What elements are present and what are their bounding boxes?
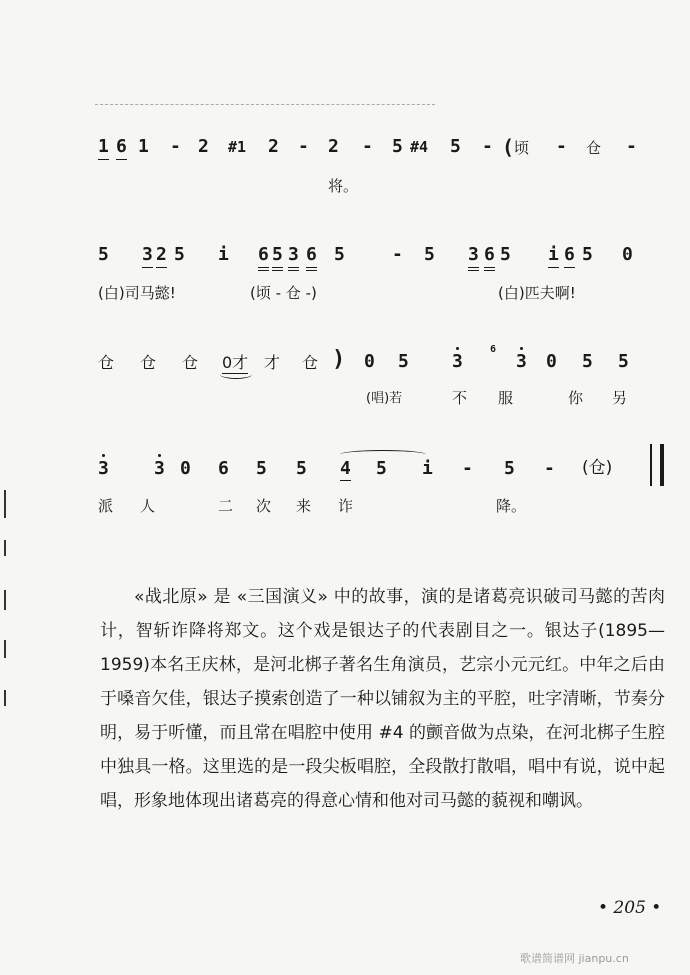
perc-syllable: 仓	[586, 139, 602, 157]
lyric: 另	[612, 389, 628, 407]
lyric: 二	[218, 497, 234, 515]
note: 5	[582, 351, 593, 372]
note: 6	[306, 244, 317, 271]
lyric: 服	[498, 389, 514, 407]
perc-syllable: 0才	[222, 353, 249, 372]
perc-syllable: 顷	[514, 139, 530, 157]
lyric: 降。	[496, 497, 527, 515]
commentary-text: «战北原» 是 «三国演义» 中的故事，演的是诸葛亮识破司马懿的苦肉计，智斩诈降将郑文。这个戏是银达子的代表剧目之一。银达子(1895—1959)本名王庆林，是河北梆子著名生角演员，艺宗小元元红。中年之后由于嗓音欠佳，银达子摸索创造了一种以铺叙为主的平腔，吐字清晰，节奏分明，易于听懂，而且常在唱腔中使用 #4 的颤音做为点染，在河北梆子生腔中独具一格。这里选的是一段尖板唱腔，全段散打散唱，唱中有说，说中起唱，形象地体现出诸葛亮的得意心情和他对司马懿的藐视和嘲讽。	[100, 587, 665, 811]
note: 3	[288, 244, 299, 271]
paren-open: (	[502, 135, 515, 159]
lyric-sing: (唱)若	[366, 391, 403, 406]
lyric: 不	[452, 389, 468, 407]
note: -	[392, 244, 403, 265]
note: #1	[228, 138, 247, 156]
perc-syllable: 仓	[140, 353, 157, 372]
note: 2	[198, 136, 209, 157]
note: #4	[410, 138, 429, 156]
note: 3	[515, 351, 527, 372]
note: 5	[392, 136, 403, 157]
score-line-2	[0, 244, 690, 274]
note: -	[626, 136, 637, 157]
note: 4	[340, 458, 351, 479]
note: 5	[618, 351, 629, 372]
lyric: 你	[568, 389, 584, 407]
note: i	[218, 244, 229, 265]
lyric-line-2a: (白)司马懿!	[98, 284, 176, 302]
note: 3	[142, 244, 153, 268]
note: 5	[582, 244, 593, 265]
note: 6	[116, 136, 127, 160]
note: 3	[153, 458, 165, 479]
note: -	[482, 136, 493, 157]
lyric: 人	[140, 497, 156, 515]
note: -	[544, 458, 555, 479]
note: 3	[468, 244, 479, 271]
note: 2	[268, 136, 279, 157]
note: -	[298, 136, 309, 157]
perc-syllable: 才	[264, 353, 281, 372]
note: 2	[156, 244, 167, 268]
note: 2	[328, 136, 339, 157]
note: 1	[138, 136, 149, 157]
lyric: 派	[98, 497, 114, 515]
commentary-paragraph	[100, 580, 665, 818]
margin-mark	[4, 690, 6, 706]
grace-note: 6	[490, 344, 497, 355]
perc-syllable: 仓	[98, 353, 115, 372]
score-line-1	[0, 136, 690, 166]
note: 3	[452, 351, 463, 372]
site-watermark: 歌谱简谱网 jianpu.cn	[520, 952, 629, 965]
note: 5	[424, 244, 435, 265]
note: 5	[450, 136, 461, 157]
note: -	[362, 136, 373, 157]
perc-syllable: 仓	[302, 353, 319, 372]
note: -	[556, 136, 567, 157]
perc-syllable: 仓	[182, 353, 199, 372]
note: -	[462, 458, 473, 479]
note: 6	[484, 244, 495, 271]
score-line-4	[0, 458, 690, 488]
lyric-line-1: 将。	[328, 177, 359, 195]
note: 5	[256, 458, 267, 479]
note: -	[170, 136, 181, 157]
tie-arc	[220, 370, 252, 379]
note: 0	[622, 244, 633, 265]
margin-mark	[4, 540, 6, 556]
note: 6	[564, 244, 575, 268]
margin-mark	[4, 490, 6, 518]
note: 3	[98, 458, 109, 479]
lyric: 来	[296, 497, 312, 515]
note: 5	[504, 458, 515, 479]
score-line-3	[0, 344, 690, 381]
note: 0	[364, 351, 375, 372]
lyric: 次	[256, 497, 272, 515]
note: 0	[180, 458, 191, 479]
lyric: 诈	[338, 497, 354, 515]
note: 5	[272, 244, 283, 271]
note: 5	[398, 351, 409, 372]
note: i	[548, 244, 559, 268]
note: 5	[334, 244, 345, 265]
note: 6	[258, 244, 269, 271]
note: 5	[98, 244, 109, 265]
page-number: • 205 •	[598, 898, 662, 918]
margin-mark	[4, 640, 6, 658]
note: 0	[546, 351, 557, 372]
paren-close: )	[332, 347, 346, 372]
lyric-line-2b: (顷 - 仓 -)	[250, 284, 317, 302]
note: 6	[218, 458, 229, 479]
note: 5	[296, 458, 307, 479]
lyric-line-2c: (白)匹夫啊!	[498, 284, 576, 302]
top-faint-rule	[95, 104, 435, 105]
note: 1	[98, 136, 109, 160]
perc-syllable: (仓)	[582, 458, 613, 478]
note: 5	[174, 244, 185, 265]
margin-mark	[4, 590, 6, 610]
final-barline	[650, 444, 664, 486]
note: 5	[500, 244, 511, 265]
note: 5	[376, 458, 387, 479]
note: i	[422, 458, 433, 479]
